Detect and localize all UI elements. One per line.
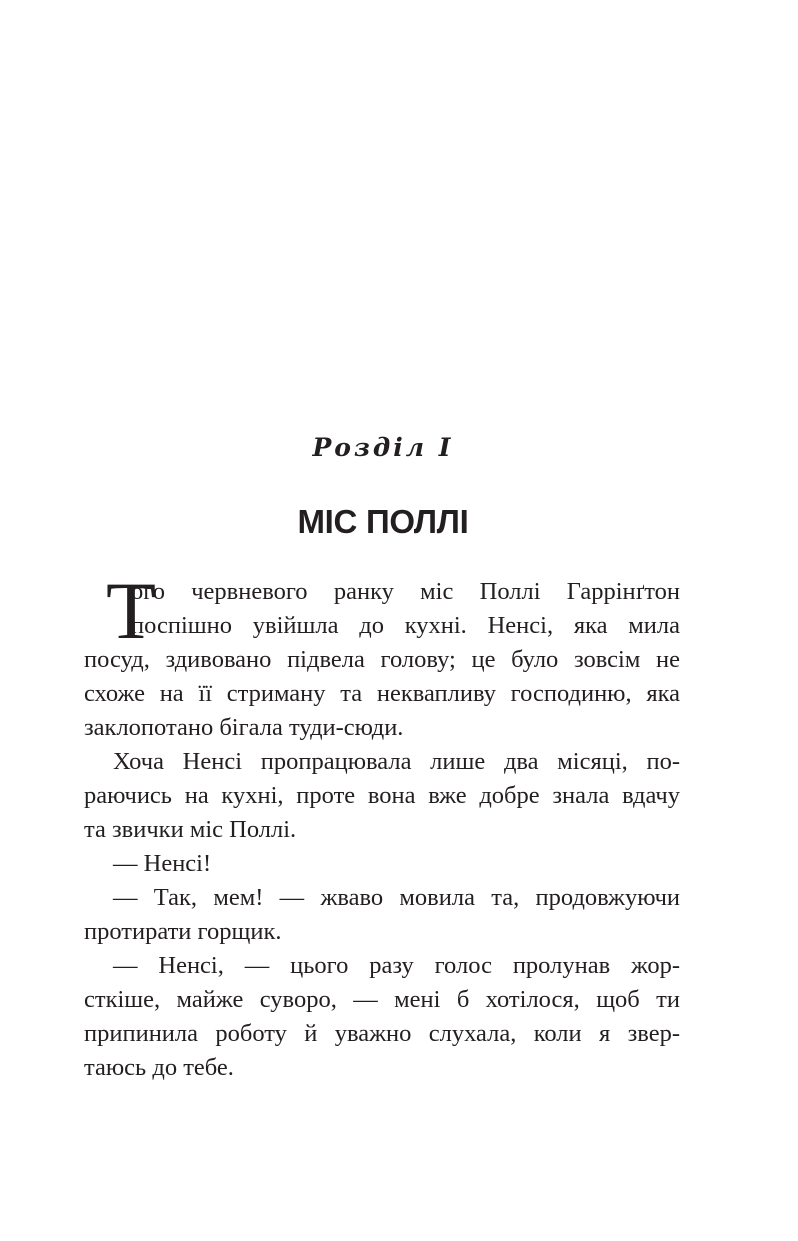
text-line: сткіше, майже суворо, — мені б хотілося, щоб ти <box>84 986 680 1013</box>
text-line: ого червневого ранку міс Поллі Гаррінґтон <box>131 578 680 605</box>
text-line: схоже на її стриману та неквапливу господиню, яка <box>84 680 680 707</box>
text-line: Хоча Ненсі пропрацювала лише два місяці, по- <box>113 748 680 775</box>
text-line: та звички міс Поллі. <box>84 816 297 843</box>
text-line: заклопотано бігала туди-сюди. <box>84 714 404 741</box>
drop-cap: Т <box>106 565 157 656</box>
text-line: поспішно увійшла до кухні. Ненсі, яка мила <box>131 612 680 639</box>
text-line: посуд, здивовано підвела голову; це було зовсім не <box>84 646 680 673</box>
text-line: — Так, мем! — жваво мовила та, продовжуючи <box>113 884 680 911</box>
chapter-body <box>84 565 680 1085</box>
chapter-title: МІС ПОЛЛІ <box>297 503 469 540</box>
text-line: — Ненсі, — цього разу голос пролунав жор- <box>113 952 680 979</box>
text-line: раючись на кухні, проте вона вже добре знала вдачу <box>84 782 680 809</box>
text-line: припинила роботу й уважно слухала, коли я звер- <box>84 1020 680 1047</box>
text-line: — Ненсі! <box>113 850 212 877</box>
text-line: протирати горщик. <box>84 918 282 945</box>
chapter-label: Розділ I <box>312 433 454 462</box>
text-line: таюсь до тебе. <box>84 1054 234 1081</box>
